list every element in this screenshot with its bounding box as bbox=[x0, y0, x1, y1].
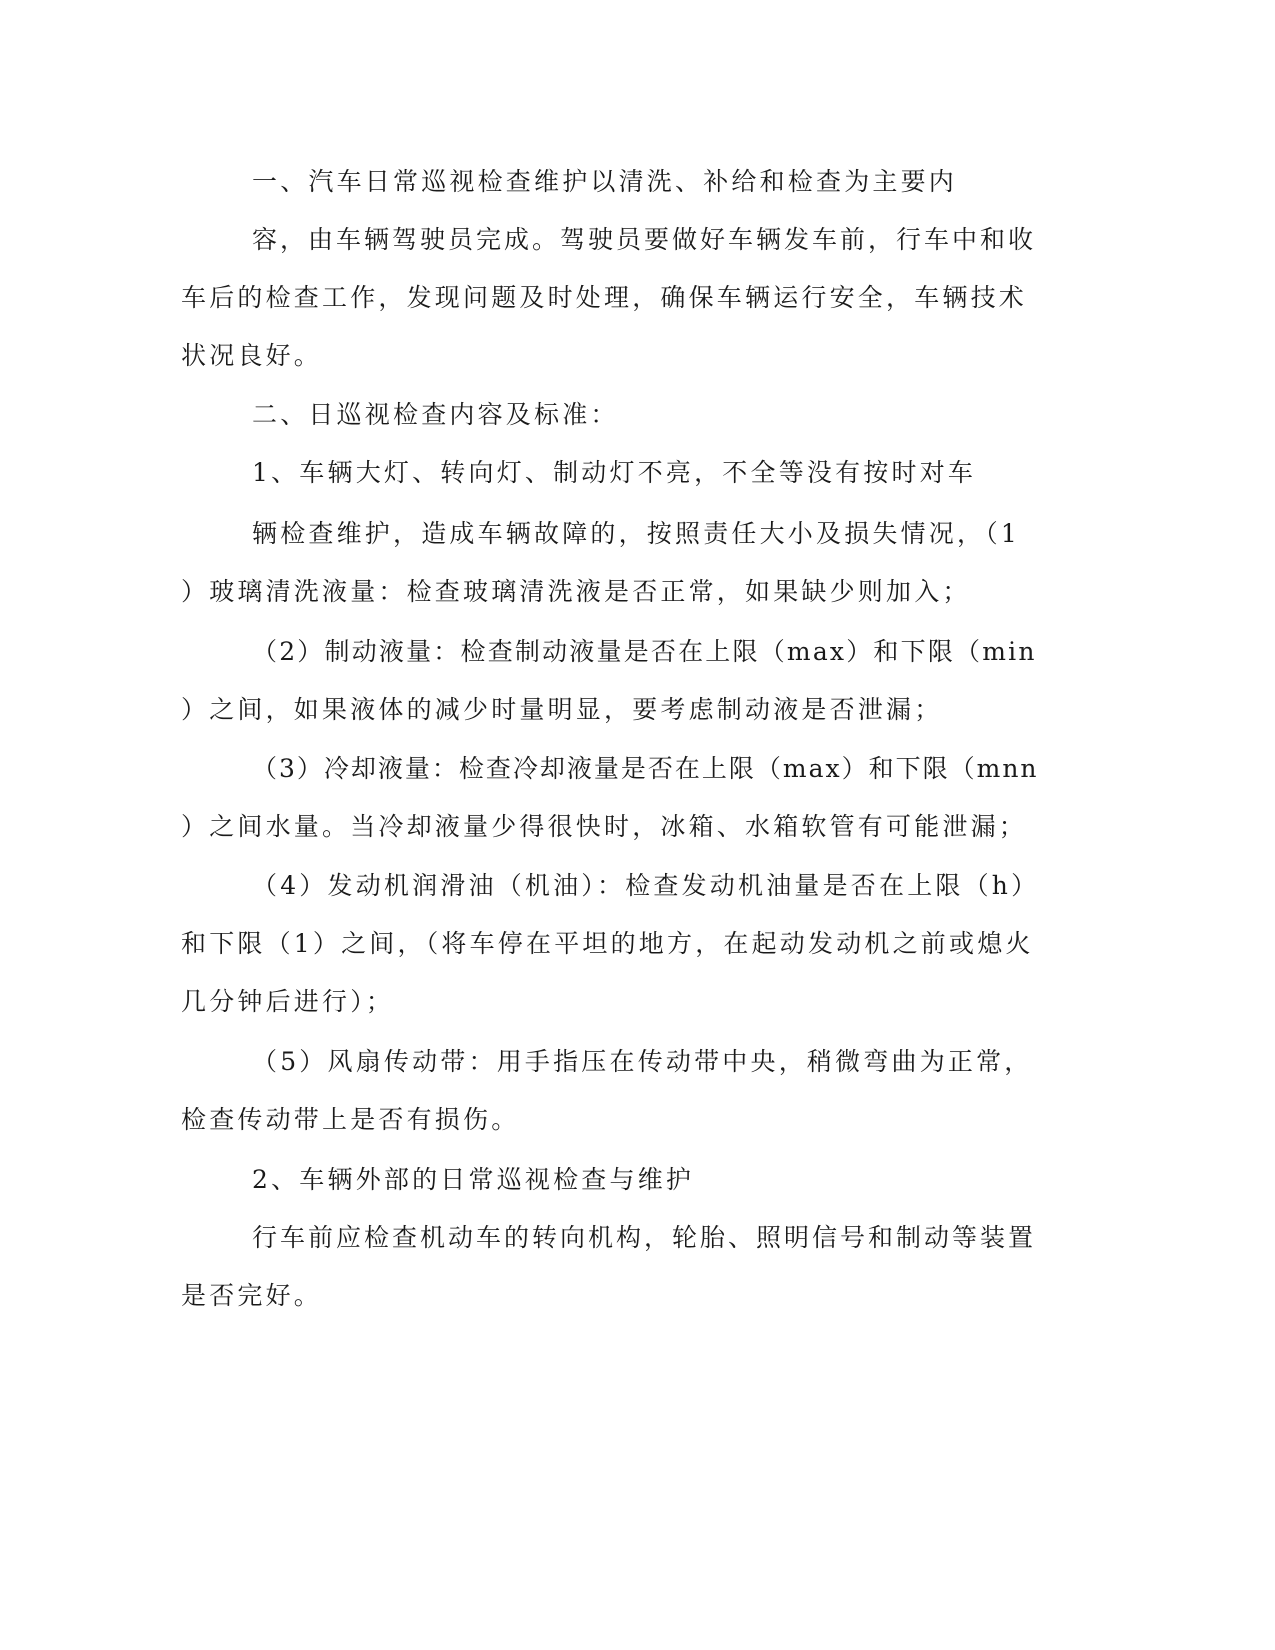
text-line: 一、汽车日常巡视检查维护以清洗、补给和检查为主要内 bbox=[252, 167, 958, 196]
text-line: （3）冷却液量：检查冷却液量是否在上限（max）和下限（mnn bbox=[252, 754, 1039, 783]
text-line: 和下限（1）之间，（将车停在平坦的地方，在起动发动机之前或熄火 bbox=[181, 929, 1034, 958]
text-line: 1、车辆大灯、转向灯、制动灯不亮，不全等没有按时对车 bbox=[252, 458, 977, 487]
text-line: （5）风扇传动带：用手指压在传动带中央，稍微弯曲为正常， bbox=[252, 1047, 1033, 1076]
text-line: 是否完好。 bbox=[181, 1281, 323, 1310]
text-line: ）之间水量。当冷却液量少得很快时，冰箱、水箱软管有可能泄漏； bbox=[181, 812, 1028, 841]
text-line: 行车前应检查机动车的转向机构，轮胎、照明信号和制动等装置 bbox=[252, 1223, 1037, 1252]
text-line: 状况良好。 bbox=[181, 341, 323, 370]
text-line: 容，由车辆驾驶员完成。驾驶员要做好车辆发车前，行车中和收 bbox=[252, 225, 1037, 254]
text-line: 二、日巡视检查内容及标准： bbox=[252, 400, 619, 429]
text-line: （4）发动机润滑油（机油）：检查发动机油量是否在上限（h） bbox=[252, 871, 1040, 900]
text-line: 2、车辆外部的日常巡视检查与维护 bbox=[252, 1165, 695, 1194]
text-line: 车后的检查工作，发现问题及时处理，确保车辆运行安全，车辆技术 bbox=[181, 283, 1028, 312]
text-line: 检查传动带上是否有损伤。 bbox=[181, 1105, 520, 1134]
text-line: 几分钟后进行）； bbox=[181, 987, 395, 1016]
text-line: （2）制动液量：检查制动液量是否在上限（max）和下限（min bbox=[252, 637, 1037, 666]
text-line: ）玻璃清洗液量：检查玻璃清洗液是否正常，如果缺少则加入； bbox=[181, 577, 971, 606]
text-line: ）之间，如果液体的减少时量明显，要考虑制动液是否泄漏； bbox=[181, 695, 943, 724]
text-line: 辆检查维护，造成车辆故障的，按照责任大小及损失情况，（1 bbox=[252, 519, 1021, 548]
